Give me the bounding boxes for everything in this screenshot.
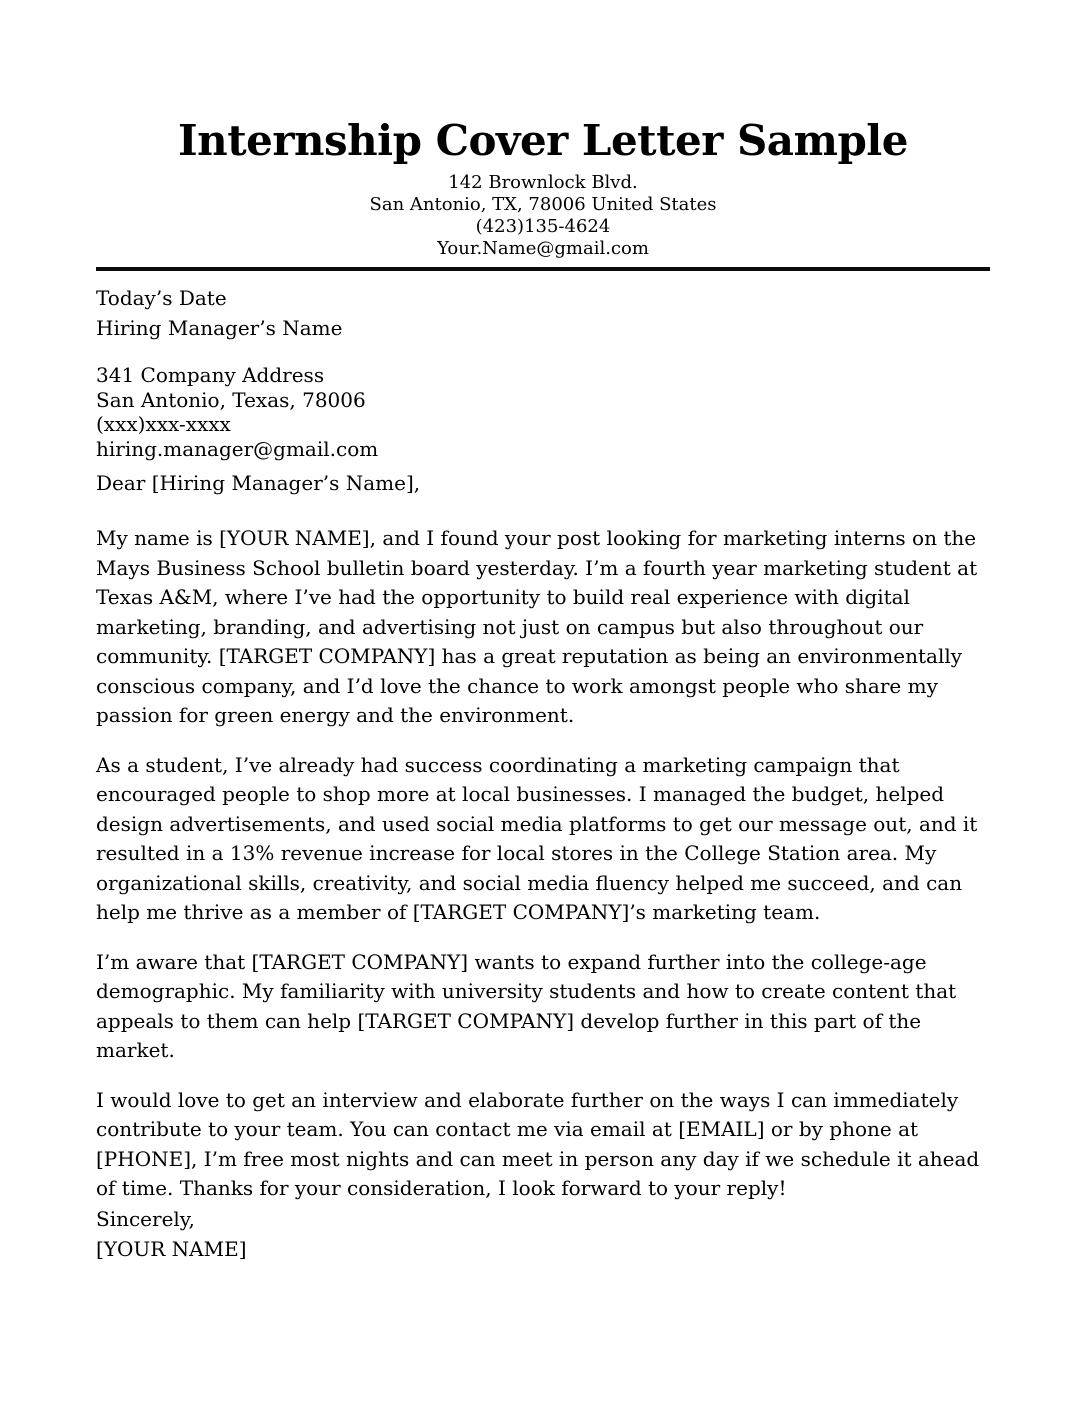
company-address-line: San Antonio, Texas, 78006 xyxy=(96,387,366,412)
sender-address-line: San Antonio, TX, 78006 United States xyxy=(369,194,717,215)
sender-address-line: 142 Brownlock Blvd. xyxy=(448,172,638,193)
company-address-block xyxy=(96,363,990,461)
body-paragraph: My name is [YOUR NAME], and I found your post looking for marketing interns on the Mays Business School bulletin board yesterday. I’m a fourth year marketing student at Texas A&M, where I’ve had the opportunity to build real experience with digital marketing, branding, and advertising not just on campus but also throughout our community. [TARGET COMPANY] has a great reputation as being an environmentally conscious company, and I’d love the chance to work amongst people who share my passion for green energy and the environment. xyxy=(96,526,978,727)
sender-address-block xyxy=(96,172,990,260)
body-paragraph: I’m aware that [TARGET COMPANY] wants to expand further into the college-age demographic. My familiarity with university students and how to create content that appeals to them can help [TARGET COMPANY] develop further in this part of the market. xyxy=(96,949,957,1062)
date-line: Today’s Date xyxy=(96,286,227,310)
signature-name: [YOUR NAME] xyxy=(96,1236,247,1261)
company-address-line: 341 Company Address xyxy=(96,363,325,387)
company-email-line: hiring.manager@gmail.com xyxy=(96,436,379,461)
sender-email-line: Your.Name@gmail.com xyxy=(437,238,649,259)
header-divider-rule xyxy=(96,267,990,271)
letter-header xyxy=(96,116,990,260)
recipient-block xyxy=(96,283,990,498)
body-paragraph: As a student, I’ve already had success coordinating a marketing campaign that encouraged people to shop more at local businesses. I managed the budget, helped design advertisements, and used social media platforms to get our message out, and it resulted in a 13% revenue increase for local stores in the College Station area. My organizational skills, creativity, and social media fluency helped me succeed, and can help me thrive as a member of [TARGET COMPANY]’s marketing team. xyxy=(96,752,978,924)
company-phone-line: (xxx)xxx-xxxx xyxy=(96,412,231,436)
closing-block xyxy=(96,1204,990,1264)
letter-body xyxy=(96,524,990,1204)
hiring-manager-line: Hiring Manager’s Name xyxy=(96,316,343,340)
closing-sign-off: Sincerely, xyxy=(96,1206,195,1231)
sender-phone-line: (423)135-4624 xyxy=(475,216,611,237)
letter-title: Internship Cover Letter Sample xyxy=(178,116,908,165)
body-paragraph: I would love to get an interview and elaborate further on the ways I can immediately contribute to your team. You can contact me via email at [EMAIL] or by phone at [PHONE], I’m free most nights and can meet in person any day if we schedule it ahead of time. Thanks for your consideration, I look forward to your reply! xyxy=(96,1087,980,1200)
salutation: Dear [Hiring Manager’s Name], xyxy=(96,471,421,495)
